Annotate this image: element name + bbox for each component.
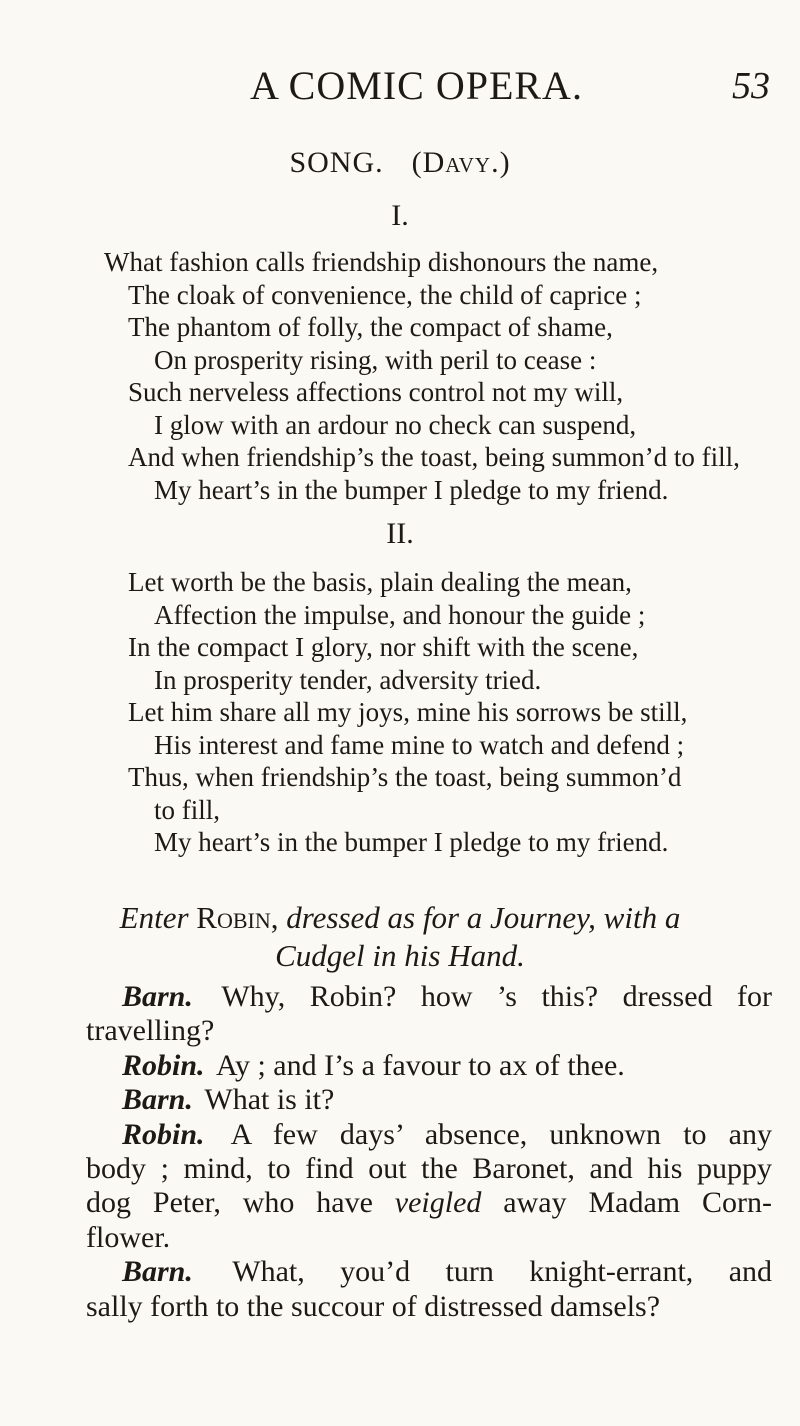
speech-text: What, you’d turn knight-errant, and	[232, 1255, 773, 1289]
dialogue-line	[86, 1049, 772, 1083]
stanza-number: I.	[391, 199, 409, 232]
verse-line: In the compact I glory, nor shift with the scene,	[128, 632, 639, 662]
verse-line: to fill,	[154, 794, 220, 825]
dialogue-line	[86, 1083, 772, 1117]
speech-text: dog Peter, who have	[86, 1186, 373, 1220]
verse-line: What fashion calls friendship dishonours the name,	[104, 247, 659, 277]
speaker: Barn.	[122, 1083, 193, 1117]
verse-line: His interest and fame mine to watch and defend ;	[154, 729, 685, 760]
page-header	[0, 62, 800, 112]
speech-text: What is it?	[204, 1083, 335, 1117]
speech-text: travelling?	[86, 1014, 215, 1048]
verse-line: Thus, when friendship’s the toast, being summon’d	[128, 762, 682, 792]
speaker: Robin.	[122, 1048, 205, 1082]
verse-line: The phantom of folly, the compact of shame,	[128, 312, 613, 342]
running-head: A COMIC OPERA.	[250, 63, 583, 108]
dialogue-line	[86, 1186, 772, 1220]
page-number: 53	[732, 65, 770, 107]
song-heading	[0, 146, 800, 180]
verse-line: Let worth be the basis, plain dealing the mean,	[128, 567, 632, 597]
verse-line: My heart’s in the bumper I pledge to my friend.	[154, 827, 669, 857]
dialogue-line	[86, 980, 772, 1014]
verse-line: Affection the impulse, and honour the guide ;	[154, 599, 646, 630]
dialogue-line	[86, 1290, 772, 1324]
speech-text: A few days’ absence, unknown to any	[230, 1117, 772, 1151]
speech-text: body ; mind, to find out the Baronet, and his puppy	[86, 1151, 772, 1185]
emphasized-word: veigled	[394, 1186, 482, 1220]
verse-line: On prosperity rising, with peril to cease :	[154, 344, 597, 375]
speech-text: Ay ; and I’s a favour to ax of thee.	[216, 1048, 625, 1082]
verse-line: Such nerveless affections control not my will,	[128, 377, 624, 407]
stage-direction-line: Cudgel in his Hand.	[275, 938, 525, 973]
stanza	[0, 566, 800, 859]
stage-direction-text: dressed as for a Journey, with a	[286, 900, 681, 935]
speech-text: sally forth to the succour of distressed damsels?	[86, 1289, 661, 1323]
verse-line: In prosperity tender, adversity tried.	[154, 664, 542, 695]
dialogue-line	[86, 1118, 772, 1152]
speaker: Barn.	[122, 1255, 193, 1289]
song-singer: (Davy.)	[411, 146, 511, 179]
speech-text: Why, Robin? how ’s this? dressed for	[221, 980, 772, 1013]
verse-line: And when friendship’s the toast, being summon’d to fill,	[128, 442, 740, 472]
character-name: Robin,	[196, 900, 279, 935]
verse-line: My heart’s in the bumper I pledge to my friend.	[154, 474, 669, 505]
stanza	[0, 246, 800, 506]
enter-word: Enter	[119, 900, 189, 935]
speaker: Robin.	[122, 1117, 205, 1151]
speaker: Barn.	[122, 980, 193, 1013]
dialogue-line	[86, 1014, 772, 1048]
dialogue-line	[86, 1152, 772, 1186]
verse-line: Let him share all my joys, mine his sorrows be still,	[128, 697, 688, 727]
dialogue-line	[86, 1255, 772, 1289]
verse-line: I glow with an ardour no check can suspend,	[154, 409, 637, 440]
dialogue	[86, 980, 772, 1324]
verse-line: The cloak of convenience, the child of caprice ;	[128, 279, 642, 310]
dialogue-line	[86, 1221, 772, 1255]
speech-text: flower.	[86, 1220, 171, 1254]
speech-text: away Madam Corn-	[503, 1186, 772, 1220]
song-label: SONG.	[289, 146, 384, 179]
stage-direction-line	[0, 899, 800, 937]
stanza-number: II.	[386, 517, 414, 550]
stage-direction	[0, 899, 800, 975]
